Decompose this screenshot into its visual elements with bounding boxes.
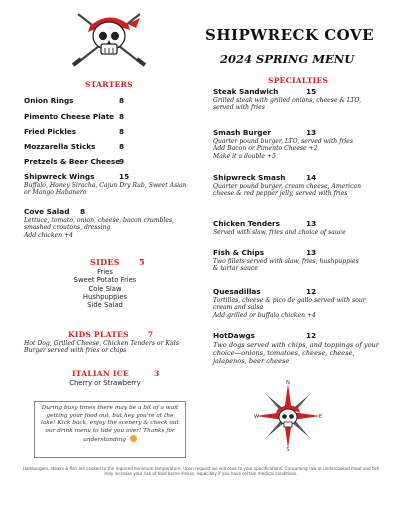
item-description: Tortillas, cheese & pico de gallo served with sour cream and salsa Add grilled or buffalo chicken +4: [213, 297, 366, 319]
side-item: Hushpuppies: [82, 292, 128, 301]
item-price: 8: [119, 127, 125, 136]
item-price: 14: [306, 173, 317, 182]
compass-logo: [252, 380, 324, 452]
side-item: Side Salad: [87, 301, 123, 310]
item-description: Buffalo, Honey Siracha, Cajun Dry Rub, Sweet Asian or Mango Habanero: [24, 182, 187, 197]
side-item: Sweet Potato Fries: [73, 276, 137, 285]
specialty-item: [213, 248, 363, 257]
item-name: Mozzarella Sticks: [24, 142, 96, 151]
item-name: Cove Salad: [24, 207, 70, 216]
specialty-item: [213, 128, 363, 137]
sides-heading: [90, 257, 145, 267]
item-price: 13: [306, 248, 317, 257]
item-description: Two fillets served with slaw, fries, hushpuppies & tartar sauce: [213, 258, 359, 273]
italian-ice-flavors: Cherry or Strawberry: [69, 379, 141, 387]
compass-e: E: [318, 414, 322, 420]
specialty-item: [213, 219, 363, 228]
starter-item: [24, 112, 134, 121]
italian-ice-price: 3: [153, 369, 160, 378]
item-price: 15: [306, 87, 317, 96]
item-price: 12: [306, 287, 317, 296]
starter-item: [24, 127, 134, 136]
item-name: Quesadillas: [213, 287, 261, 296]
item-name: Shipwreck Wings: [24, 172, 95, 181]
item-price: 15: [119, 172, 130, 181]
item-name: Pretzels & Beer Cheese: [24, 157, 121, 166]
item-name: Fish & Chips: [213, 248, 265, 257]
starter-item: [24, 142, 134, 151]
starter-item: [24, 207, 134, 216]
menu-title: SHIPWRECK COVE: [205, 26, 375, 44]
item-description: Quarter pound burger, cream cheese, American cheese & red pepper jelly, served with fries: [213, 183, 362, 198]
side-item: Fries: [97, 268, 113, 276]
item-price: 12: [306, 331, 317, 340]
item-price: 13: [306, 219, 317, 228]
specialty-item: [213, 331, 363, 340]
item-price: 8: [119, 142, 125, 151]
starters-heading: STARTERS: [85, 80, 133, 89]
sides-price: 5: [138, 257, 145, 267]
item-name: Steak Sandwich: [213, 87, 279, 96]
skull-logo: [70, 6, 148, 68]
italian-ice-label: ITALIAN ICE: [72, 369, 130, 378]
item-name: Fried Pickles: [24, 127, 77, 136]
side-item: Cole Slaw: [88, 284, 122, 293]
item-description: Served with slaw, fries and choice of sauce: [213, 229, 346, 236]
kids-price: 7: [147, 330, 154, 339]
compass-w: W: [254, 414, 259, 420]
compass-n: N: [286, 380, 290, 386]
item-price: 8: [80, 207, 86, 216]
item-name: Smash Burger: [213, 128, 271, 137]
wait-notice-text: During busy times there may be a bit of a wait getting your food out, but hey you're at the lake! Kick back, enjoy the scenery & check out our drink menu to tide you over! Thanks for understanding: [40, 405, 179, 444]
item-description: Quarter pound burger, LTO, served with fries Add Bacon or Pimento Cheese +2 Make it a double +5: [213, 138, 353, 160]
item-name: HotDawgs: [213, 331, 255, 340]
italian-ice-heading: [72, 369, 160, 378]
starter-item: [24, 157, 134, 166]
wait-notice: [34, 401, 186, 458]
specialty-item: [213, 87, 363, 96]
starter-item: [24, 172, 134, 181]
item-price: 8: [119, 96, 125, 105]
kids-label: KIDS PLATES: [68, 330, 129, 339]
sides-label: SIDES: [90, 257, 120, 267]
specialty-item: [213, 287, 363, 296]
smile-icon: [130, 435, 137, 442]
item-name: Pimento Cheese Plate: [24, 112, 115, 121]
sides-list: [50, 268, 160, 309]
food-safety-disclaimer: Hamburgers, steaks & fish are cooked to the required minimum temperature. Upon request we will cook to your specifications. Consuming raw or undercooked meat and fish may increase your risk of food borne illness, especially if you have certain medical conditions.: [22, 466, 380, 477]
item-price: 8: [119, 112, 125, 121]
item-price: 9: [119, 157, 125, 166]
item-description: Grilled steak with grilled onions, cheese & LTO, served with fries: [213, 97, 362, 112]
item-name: Onion Rings: [24, 96, 74, 105]
item-description: Two dogs served with chips, and toppings of your choice—onions, tomatoes, cheese, cheese, jalapenos, beer cheese: [213, 341, 379, 366]
menu-subtitle: 2024 SPRING MENU: [220, 52, 355, 66]
compass-s: S: [286, 447, 290, 452]
specialties-heading: SPECIALTIES: [268, 76, 329, 85]
kids-description: Hot Dog, Grilled Cheese, Chicken Tenders or Kids Burger served with fries or chips: [24, 340, 179, 355]
starter-item: [24, 96, 134, 105]
specialty-item: [213, 173, 363, 182]
item-price: 13: [306, 128, 317, 137]
item-name: Chicken Tenders: [213, 219, 280, 228]
item-name: Shipwreck Smash: [213, 173, 286, 182]
kids-heading: [68, 330, 153, 339]
item-description: Lettuce, tomato, onion, cheese, bacon crumbles, smashed croutons, dressing Add chicken +4: [24, 217, 175, 239]
